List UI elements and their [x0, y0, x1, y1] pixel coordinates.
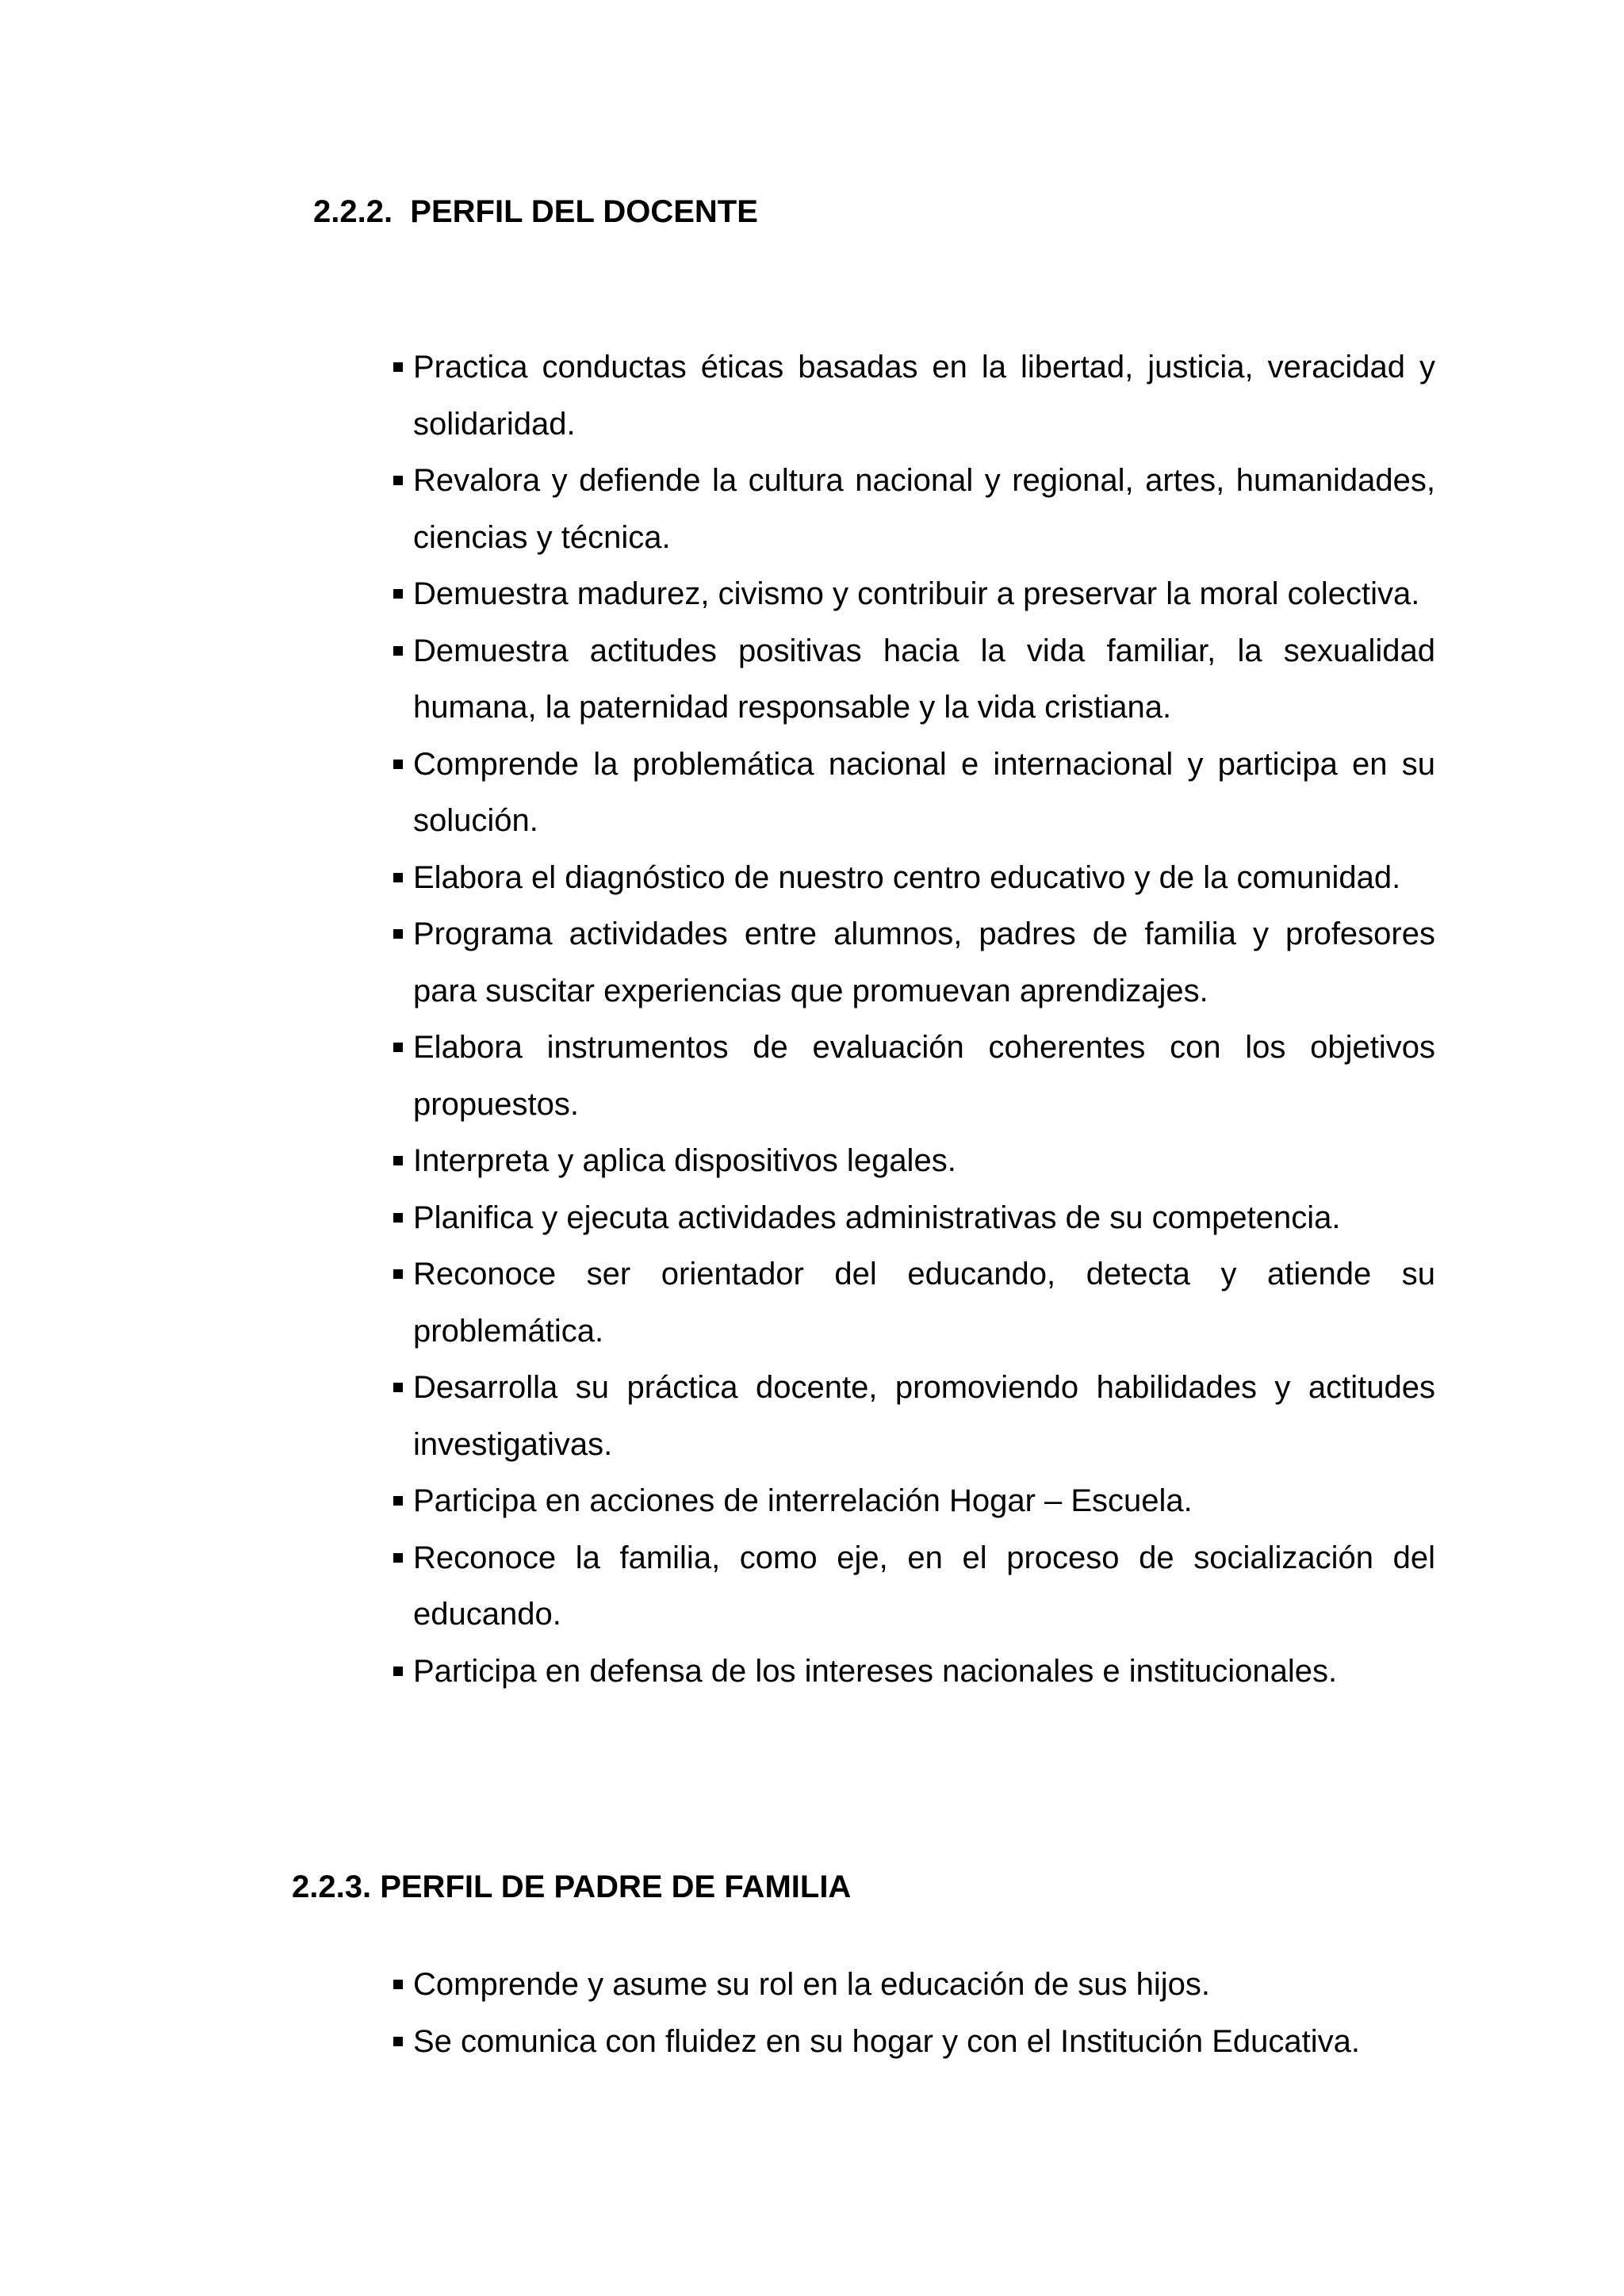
list-item-text: Comprende la problemática nacional e internacional y participa en su solución.: [413, 746, 1435, 838]
list-item: [413, 566, 1435, 623]
square-bullet-icon: [393, 1496, 403, 1506]
square-bullet-icon: [393, 1269, 403, 1279]
section-heading-perfil-padre: 2.2.3. PERFIL DE PADRE DE FAMILIA: [292, 1869, 852, 1904]
list-item: [413, 623, 1435, 737]
list-item-text: Interpreta y aplica dispositivos legales.: [413, 1143, 956, 1178]
square-bullet-icon: [393, 1156, 403, 1165]
list-item: [413, 1360, 1435, 1473]
section-heading-perfil-docente: 2.2.2. PERFIL DEL DOCENTE: [313, 194, 758, 229]
list-item: [413, 1644, 1435, 1701]
list-item: [413, 1020, 1435, 1133]
list-item-text: Demuestra actitudes positivas hacia la vida familiar, la sexualidad humana, la paternidad responsable y la vida cristiana.: [413, 633, 1435, 725]
list-item-text: Elabora el diagnóstico de nuestro centro educativo y de la comunidad.: [413, 859, 1401, 895]
list-item-text: Elabora instrumentos de evaluación coherentes con los objetivos propuestos.: [413, 1030, 1435, 1122]
square-bullet-icon: [393, 476, 403, 485]
list-item-text: Participa en acciones de interrelación Hogar – Escuela.: [413, 1483, 1193, 1518]
list-item-text: Reconoce la familia, como eje, en el proceso de socialización del educando.: [413, 1540, 1435, 1632]
square-bullet-icon: [393, 760, 403, 769]
list-item: [413, 453, 1435, 566]
perfil-padre-list: [413, 1957, 1435, 2070]
list-item: [413, 1530, 1435, 1644]
square-bullet-icon: [393, 1667, 403, 1676]
list-item-text: Demuestra madurez, civismo y contribuir a preservar la moral colectiva.: [413, 576, 1420, 611]
list-item-text: Desarrolla su práctica docente, promoviendo habilidades y actitudes investigativas.: [413, 1370, 1435, 1462]
square-bullet-icon: [393, 873, 403, 882]
square-bullet-icon: [393, 2037, 403, 2046]
list-item: [413, 850, 1435, 907]
square-bullet-icon: [393, 1553, 403, 1563]
square-bullet-icon: [393, 646, 403, 656]
list-item: [413, 1957, 1435, 2014]
perfil-docente-list: [413, 339, 1435, 1700]
square-bullet-icon: [393, 1043, 403, 1052]
square-bullet-icon: [393, 1980, 403, 1989]
list-item-text: Programa actividades entre alumnos, padres de familia y profesores para suscitar experiencias que promuevan aprendizajes.: [413, 916, 1435, 1008]
square-bullet-icon: [393, 362, 403, 372]
square-bullet-icon: [393, 1383, 403, 1392]
list-item: [413, 2014, 1435, 2071]
list-item-text: Practica conductas éticas basadas en la libertad, justicia, veracidad y solidaridad.: [413, 350, 1435, 442]
list-item-text: Planifica y ejecuta actividades administrativas de su competencia.: [413, 1200, 1341, 1235]
list-item-text: Participa en defensa de los intereses nacionales e institucionales.: [413, 1653, 1338, 1689]
list-item: [413, 1133, 1435, 1190]
list-item: [413, 1190, 1435, 1247]
list-item-text: Reconoce ser orientador del educando, detecta y atiende su problemática.: [413, 1257, 1435, 1349]
list-item-text: Comprende y asume su rol en la educación de sus hijos.: [413, 1967, 1210, 2002]
list-item: [413, 1246, 1435, 1360]
square-bullet-icon: [393, 1213, 403, 1223]
square-bullet-icon: [393, 589, 403, 599]
list-item-text: Revalora y defiende la cultura nacional y regional, artes, humanidades, ciencias y técnica.: [413, 463, 1435, 555]
list-item: [413, 906, 1435, 1020]
list-item: [413, 1473, 1435, 1530]
list-item-text: Se comunica con fluidez en su hogar y con el Institución Educativa.: [413, 2023, 1361, 2059]
list-item: [413, 339, 1435, 453]
list-item: [413, 737, 1435, 850]
square-bullet-icon: [393, 929, 403, 939]
